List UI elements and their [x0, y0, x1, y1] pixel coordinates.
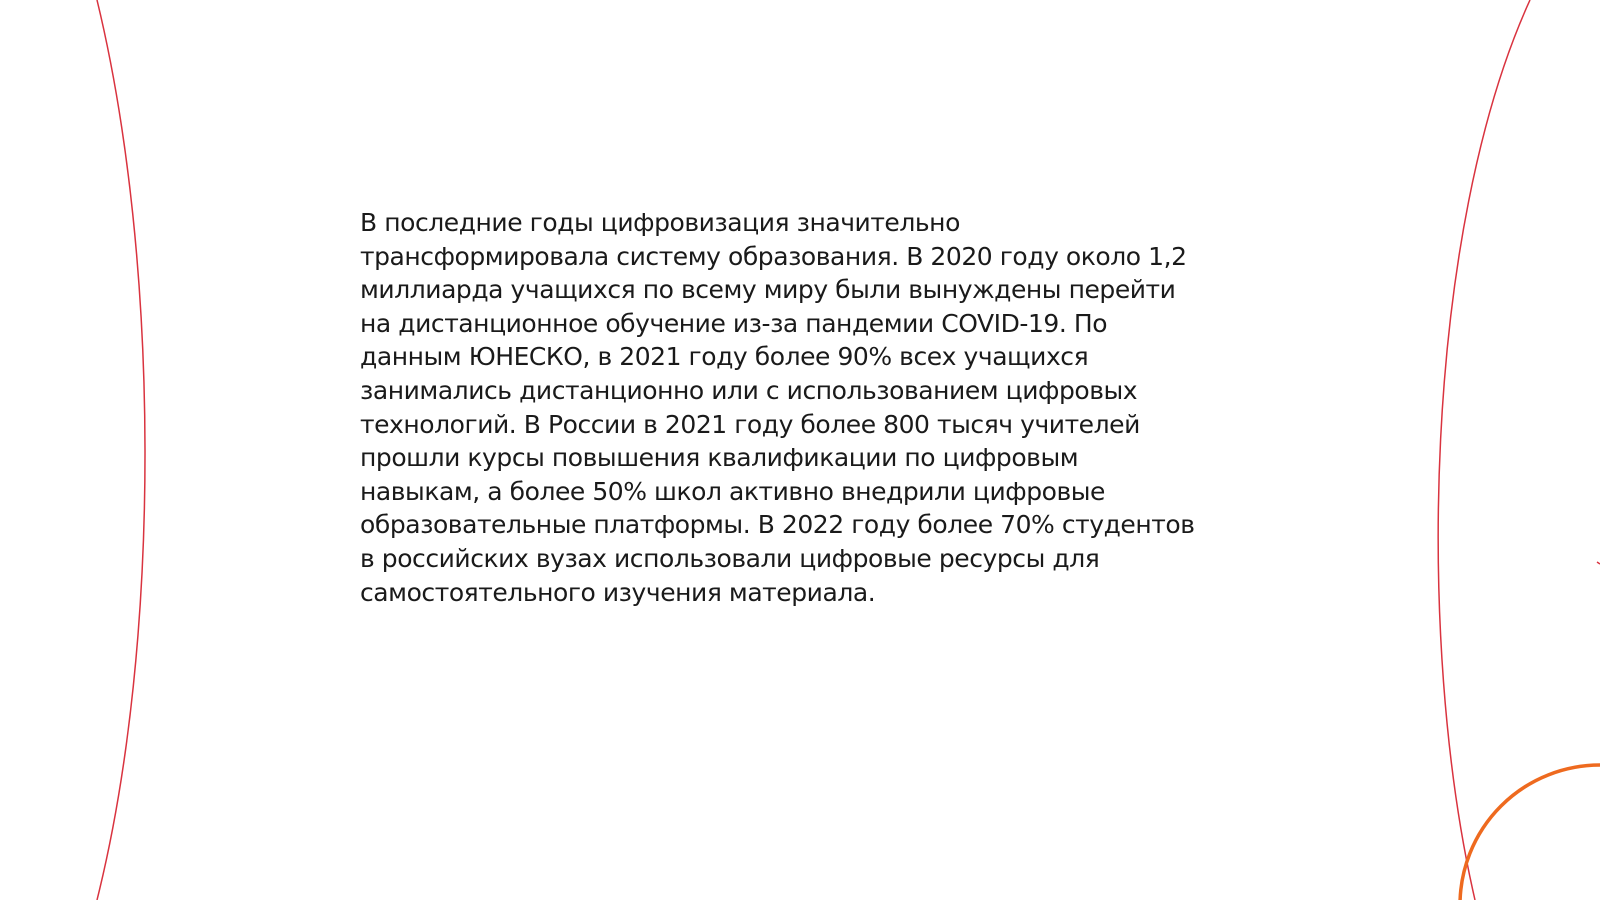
slide-body-text: В последние годы цифровизация значительно трансформировала систему образования. В 2020 году около 1,2 миллиарда учащихся по всему миру были вынуждены перейти на дистанционное обучение из-за пандемии COVID-19. По данным ЮНЕСКО, в 2021 году более 90% всех учащихся занимались дистанционно или с использованием цифровых технологий. В России в 2021 году более 800 тысяч учителей прошли курсы повышения квалификации по цифровым навыкам, а более 50% школ активно внедрили цифровые образовательные платформы. В 2022 году более 70% студентов в российских вузах использовали цифровые ресурсы для самостоятельного изучения материала.: [360, 208, 1195, 607]
orange-arc-circle: [1460, 765, 1600, 900]
right-curve-line: [1438, 0, 1530, 900]
left-curve-line: [97, 0, 145, 900]
